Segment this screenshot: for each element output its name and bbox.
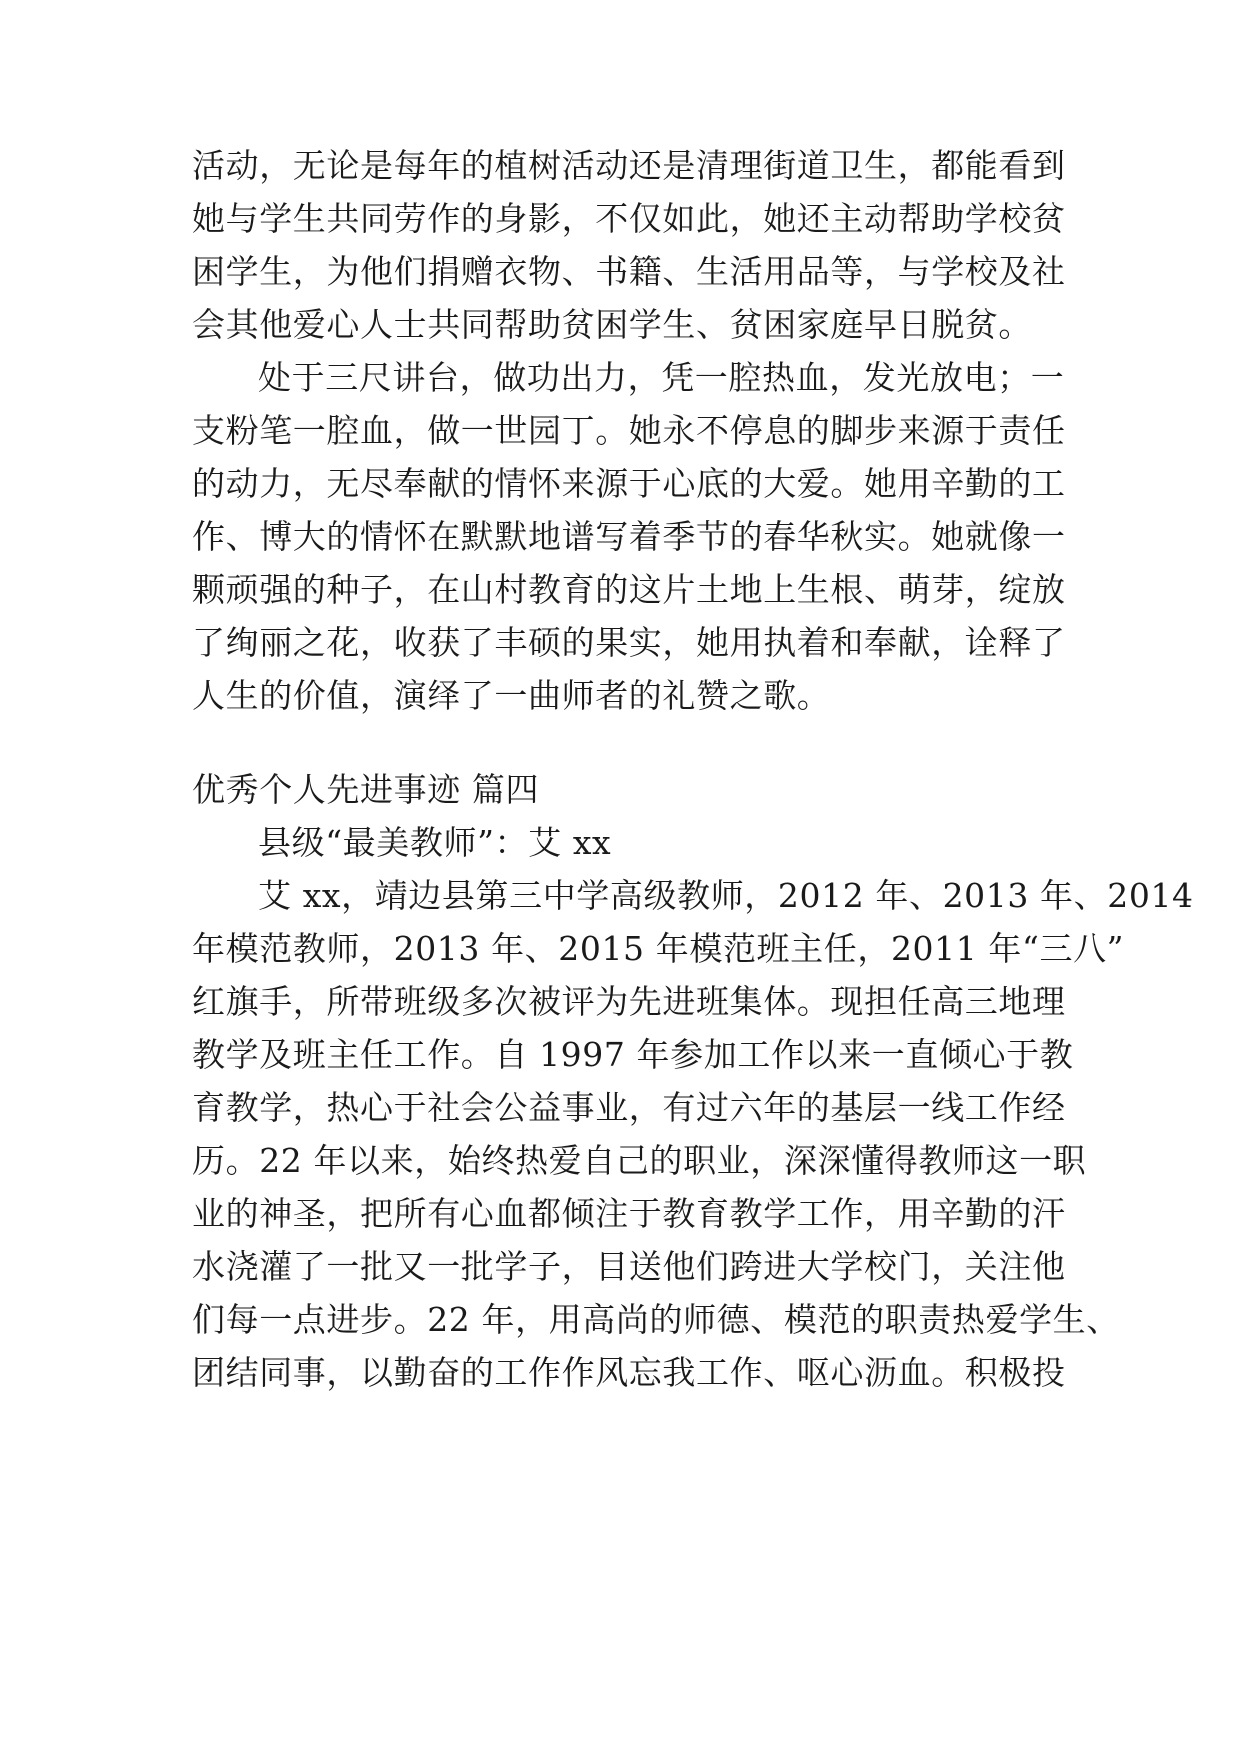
paragraph-3-line-1: 艾 xx，靖边县第三中学高级教师，2012 年、2013 年、2014: [258, 876, 1194, 915]
paragraph-3-line-4: 教学及班主任工作。自 1997 年参加工作以来一直倾心于教: [192, 1035, 1074, 1074]
paragraph-2-line-3: 的动力，无尽奉献的情怀来源于心底的大爱。她用辛勤的工: [192, 464, 1066, 503]
paragraph-3-line-8: 水浇灌了一批又一批学子，目送他们跨进大学校门，关注他: [192, 1247, 1066, 1286]
paragraph-3-line-6: 历。22 年以来，始终热爱自己的职业，深深懂得教师这一职: [192, 1141, 1087, 1180]
paragraph-1-line-2: 她与学生共同劳作的身影，不仅如此，她还主动帮助学校贫: [192, 199, 1066, 238]
paragraph-2-line-7: 人生的价值，演绎了一曲师者的礼赞之歌。: [192, 676, 831, 715]
paragraph-3-line-7: 业的神圣，把所有心血都倾注于教育教学工作，用辛勤的汗: [192, 1194, 1066, 1233]
paragraph-2-line-4: 作、博大的情怀在默默地谱写着季节的春华秋实。她就像一: [192, 517, 1066, 556]
paragraph-3-line-5: 育教学，热心于社会公益事业，有过六年的基层一线工作经: [192, 1088, 1066, 1127]
section-heading: 优秀个人先进事迹 篇四: [192, 770, 540, 809]
paragraph-3-line-2: 年模范教师，2013 年、2015 年模范班主任，2011 年“三八”: [192, 929, 1125, 968]
paragraph-3-line-9: 们每一点进步。22 年，用高尚的师德、模范的职责热爱学生、: [192, 1300, 1120, 1339]
paragraph-2-line-1: 处于三尺讲台，做功出力，凭一腔热血，发光放电；一: [258, 358, 1065, 397]
paragraph-3-line-3: 红旗手，所带班级多次被评为先进班集体。现担任高三地理: [192, 982, 1066, 1021]
paragraph-3-line-10: 团结同事，以勤奋的工作作风忘我工作、呕心沥血。积极投: [192, 1353, 1066, 1392]
paragraph-2-line-5: 颗顽强的种子，在山村教育的这片土地上生根、萌芽，绽放: [192, 570, 1066, 609]
paragraph-2-line-2: 支粉笔一腔血，做一世园丁。她永不停息的脚步来源于责任: [192, 411, 1066, 450]
paragraph-2-line-6: 了绚丽之花，收获了丰硕的果实，她用执着和奉献，诠释了: [192, 623, 1066, 662]
paragraph-1-line-1: 活动，无论是每年的植树活动还是清理街道卫生，都能看到: [192, 146, 1066, 185]
article-subtitle: 县级“最美教师”：艾 xx: [258, 823, 612, 862]
paragraph-1-line-3: 困学生，为他们捐赠衣物、书籍、生活用品等，与学校及社: [192, 252, 1066, 291]
paragraph-1-line-4: 会其他爱心人士共同帮助贫困学生、贫困家庭早日脱贫。: [192, 305, 1032, 344]
